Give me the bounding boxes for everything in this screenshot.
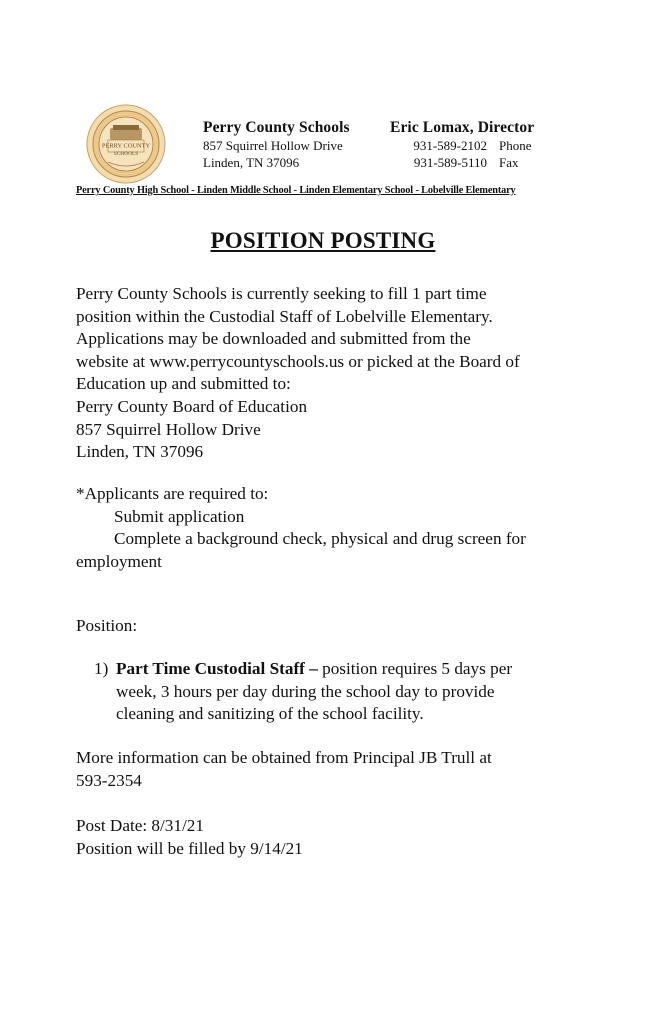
more-info-line: 593-2354 [76,770,142,790]
intro-line: Linden, TN 37096 [76,442,204,462]
filled-by-date: Position will be filled by 9/14/21 [76,838,303,858]
fax-label: Fax [499,155,519,170]
intro-line: Applications may be downloaded and submitted from the [76,329,471,349]
org-name: Perry County Schools [203,119,350,136]
page-title: POSITION POSTING [210,228,436,253]
position-list [94,658,574,726]
director-name: Eric Lomax, Director [390,119,535,136]
requirements-heading: *Applicants are required to: [76,484,269,503]
more-info-paragraph [76,747,596,792]
list-item-body [116,658,574,726]
director-contact-block [390,118,560,171]
perry-county-schools-seal-logo [86,104,166,184]
intro-line: Perry County Schools is currently seeking to fill 1 part time [76,284,487,303]
svg-text:PERRY COUNTY: PERRY COUNTY [101,142,151,150]
phone-row [390,137,560,154]
position-title: Part Time Custodial Staff – [116,659,318,678]
fax-number: 931-589-5110 [413,155,487,170]
position-desc-line: cleaning and sanitizing of the school facility. [116,704,424,724]
org-address-line1: 857 Squirrel Hollow Drive [203,138,343,153]
phone-number: 931-589-2102 [413,138,487,153]
intro-line: 857 Squirrel Hollow Drive [76,419,261,439]
list-number: 1) [94,659,109,678]
org-contact-block [203,118,378,171]
svg-text:SCHOOLS: SCHOOLS [113,151,139,157]
position-desc-line: position requires 5 days per [317,659,513,678]
schools-list-strip: Perry County High School - Linden Middle School - Linden Elementary School - Lobelville Elementary [76,185,516,196]
more-info-line: More information can be obtained from Principal JB Trull at [76,748,492,767]
dates-section [76,815,596,860]
position-desc-line: week, 3 hours per day during the school day to provide [116,681,495,701]
intro-paragraph [76,283,596,464]
intro-line: position within the Custodial Staff of Lobelville Elementary. [76,306,493,326]
requirement-item: Complete a background check, physical and drug screen for [114,529,526,549]
org-address-line2: Linden, TN 37096 [203,155,300,170]
intro-line: website at www.perrycountyschools.us or picked at the Board of [76,351,520,371]
intro-line: Perry County Board of Education [76,396,308,416]
phone-label: Phone [499,138,532,153]
requirement-item: Submit application [114,506,245,526]
requirement-item-continued: employment [76,551,162,571]
list-item [94,658,574,726]
position-heading: Position: [76,616,138,635]
fax-row [390,154,560,171]
requirements-section [76,483,596,573]
intro-line: Education up and submitted to: [76,374,291,394]
post-date: Post Date: 8/31/21 [76,816,204,835]
